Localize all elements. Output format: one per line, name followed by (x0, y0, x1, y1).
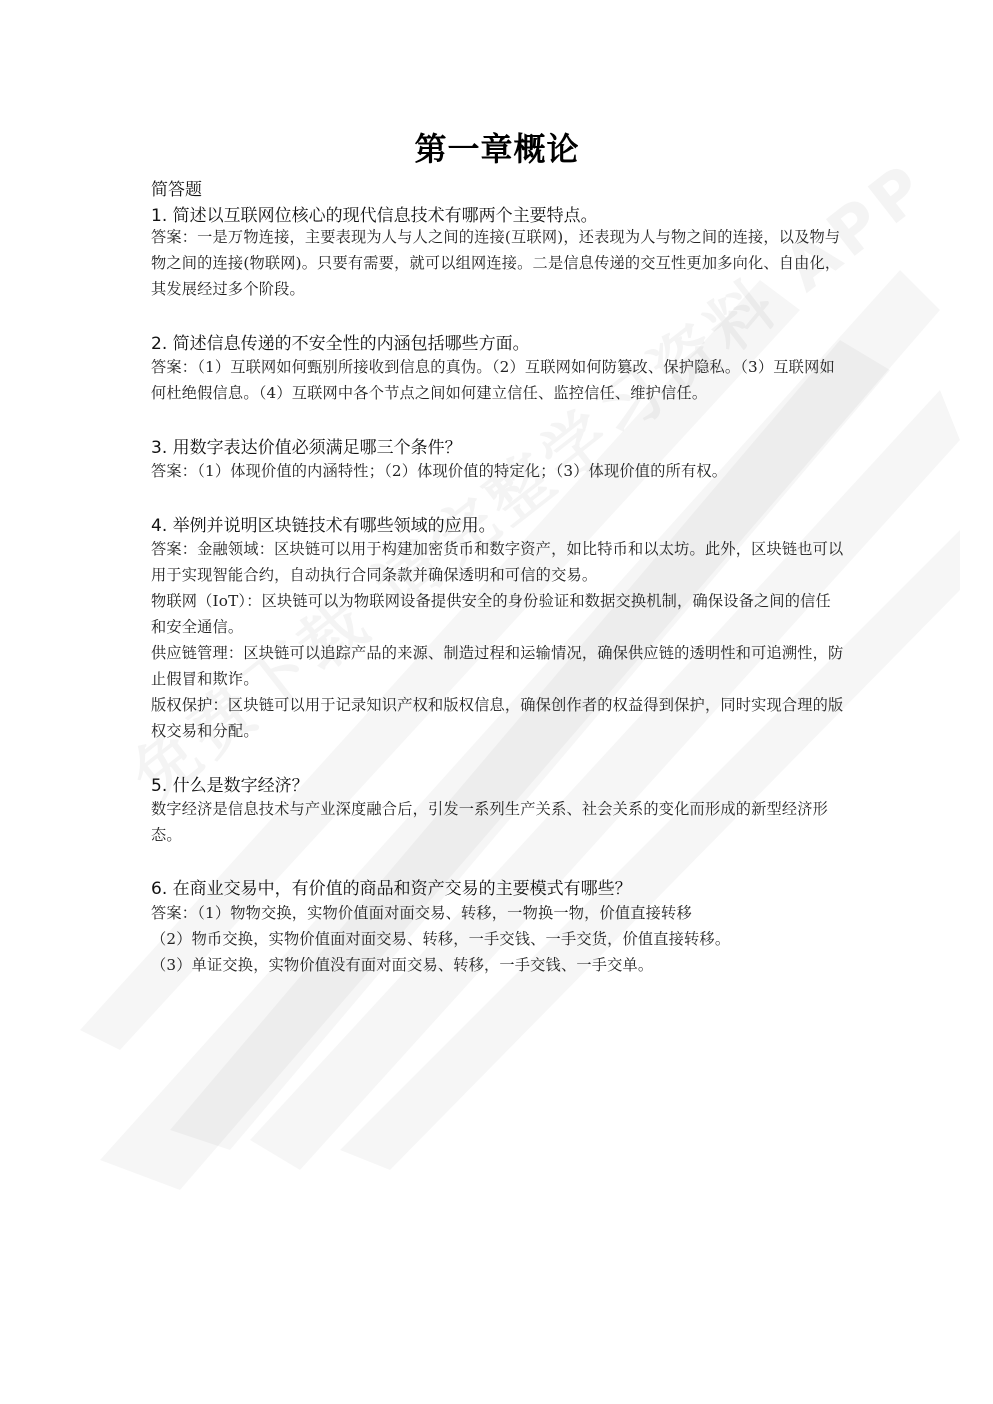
answer-paragraph: 答案：（1）互联网如何甄别所接收到信息的真伪。（2）互联网如何防篡改、保护隐私。（3）互联网如何杜绝假信息。（4）互联网中各个节点之间如何建立信任、监控信任、维护信任。 (151, 358, 835, 402)
question-3: 3. 用数字表达价值必须满足哪三个条件？ (151, 438, 462, 458)
answer-paragraph: 答案：一是万物连接，主要表现为人与人之间的连接(互联网)，还表现为人与物之间的连接，以及物与物之间的连接(物联网)。只要有需要，就可以组网连接。二是信息传递的交互性更加多向化、自由化，其发展经过多个阶段。 (151, 228, 841, 298)
question-6: 6. 在商业交易中，有价值的商品和资产交易的主要模式有哪些？ (151, 879, 632, 899)
answer-paragraph: （2）物币交换，实物价值面对面交易、转移，一手交钱、一手交货，价值直接转移。 (151, 930, 731, 948)
question-2: 2. 简述信息传递的不安全性的内涵包括哪些方面。 (151, 334, 530, 354)
answer-paragraph: 答案：（1）体现价值的内涵特性；（2）体现价值的特定化；（3）体现价值的所有权。 (151, 462, 728, 480)
question-5: 5. 什么是数字经济？ (151, 776, 309, 796)
answer-3 (151, 458, 846, 484)
answer-paragraph: （3）单证交换，实物价值没有面对面交易、转移，一手交钱、一手交单。 (151, 956, 654, 974)
answer-2 (151, 354, 846, 406)
answer-paragraph: 答案：金融领域：区块链可以用于构建加密货币和数字资产，如比特币和以太坊。此外，区块链也可以用于实现智能合约，自动执行合同条款并确保透明和可信的交易。 (151, 540, 844, 584)
answer-5 (151, 796, 846, 848)
answer-paragraph: 答案：（1）物物交换，实物价值面对面交易、转移，一物换一物，价值直接转移 (151, 904, 692, 922)
question-4: 4. 举例并说明区块链技术有哪些领域的应用。 (151, 516, 496, 536)
answer-4 (151, 536, 846, 744)
answer-paragraph: 物联网（IoT）：区块链可以为物联网设备提供安全的身份验证和数据交换机制，确保设备之间的信任和安全通信。 (151, 592, 831, 636)
section-label: 简答题 (151, 180, 202, 200)
answer-paragraph: 数字经济是信息技术与产业深度融合后，引发一系列生产关系、社会关系的变化而形成的新型经济形态。 (151, 800, 829, 844)
answer-1 (151, 224, 846, 302)
answer-paragraph: 供应链管理：区块链可以追踪产品的来源、制造过程和运输情况，确保供应链的透明性和可追溯性，防止假冒和欺诈。 (151, 644, 844, 688)
question-1: 1. 简述以互联网位核心的现代信息技术有哪两个主要特点。 (151, 206, 598, 226)
page-title: 第一章概论 (414, 130, 580, 168)
answer-6 (151, 900, 846, 978)
answer-paragraph: 版权保护：区块链可以用于记录知识产权和版权信息，确保创作者的权益得到保护，同时实现合理的版权交易和分配。 (151, 696, 844, 740)
